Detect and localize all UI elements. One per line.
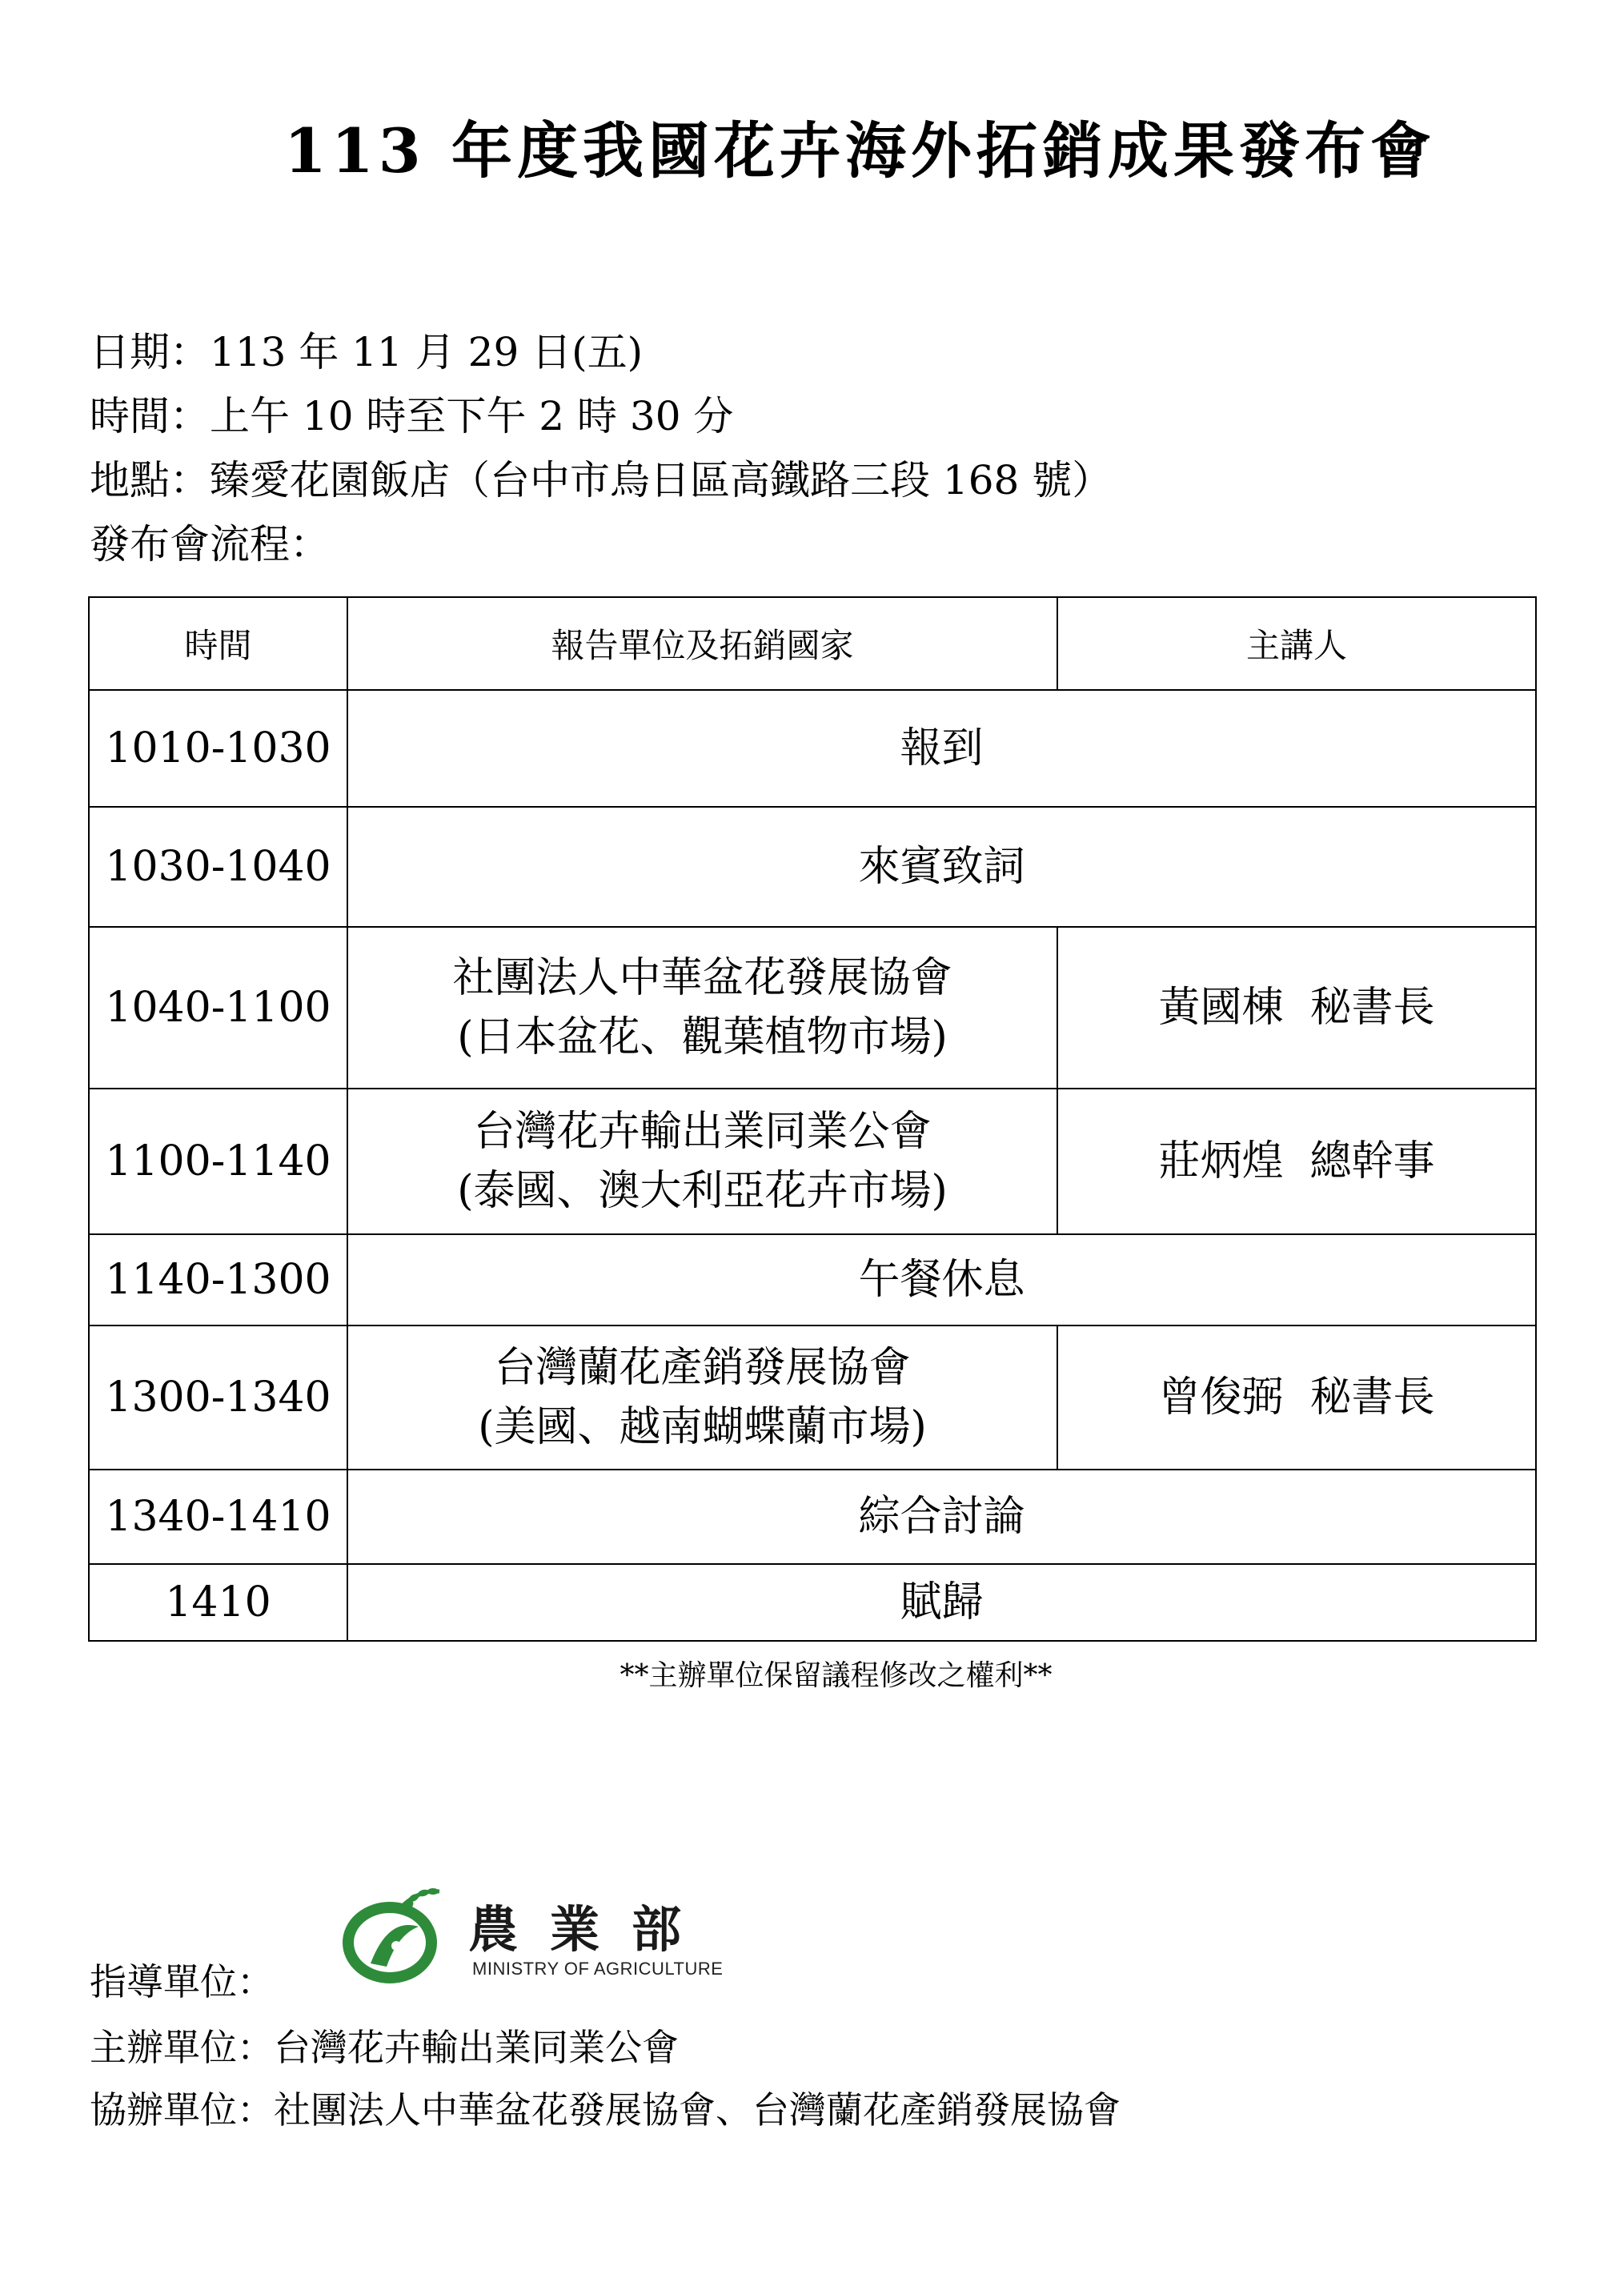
row-time: 1140-1300 bbox=[89, 1234, 347, 1325]
row-item: 報到 bbox=[347, 690, 1536, 807]
header-speaker: 主講人 bbox=[1057, 597, 1536, 690]
row-item: 綜合討論 bbox=[347, 1470, 1536, 1564]
table-row bbox=[89, 927, 1536, 1089]
row-unit: 台灣蘭花產銷發展協會 bbox=[494, 1344, 911, 1392]
row-speaker: 曾俊弼 秘書長 bbox=[1057, 1325, 1536, 1470]
row-market: (美國、越南蝴蝶蘭市場) bbox=[478, 1403, 927, 1451]
row-time: 1410 bbox=[89, 1564, 347, 1641]
row-time: 1100-1140 bbox=[89, 1089, 347, 1234]
table-row bbox=[89, 1325, 1536, 1470]
co-host-unit: 協辦單位：社團法人中華盆花發展協會、台灣蘭花產銷發展協會 bbox=[90, 2088, 1121, 2132]
header-unit: 報告單位及拓銷國家 bbox=[347, 597, 1057, 690]
row-market: (泰國、澳大利亞花卉市場) bbox=[457, 1167, 948, 1215]
table-row bbox=[89, 1470, 1536, 1564]
event-date: 日期：113 年 11 月 29 日(五) bbox=[90, 329, 644, 375]
ministry-name-cn: 農業部 bbox=[468, 1900, 714, 1959]
table-row bbox=[89, 1234, 1536, 1325]
row-unit-cell bbox=[347, 1325, 1057, 1470]
row-unit-cell bbox=[347, 1089, 1057, 1234]
row-item: 午餐休息 bbox=[347, 1234, 1536, 1325]
row-time: 1040-1100 bbox=[89, 927, 347, 1089]
row-speaker: 黃國棟 秘書長 bbox=[1057, 927, 1536, 1089]
row-speaker: 莊炳煌 總幹事 bbox=[1057, 1089, 1536, 1234]
guidance-unit: 指導單位： bbox=[90, 1960, 274, 2003]
table-header-row bbox=[89, 597, 1536, 690]
table-row bbox=[89, 1564, 1536, 1641]
row-time: 1010-1030 bbox=[89, 690, 347, 807]
row-time: 1030-1040 bbox=[89, 807, 347, 927]
page-title: 113 年度我國花卉海外拓銷成果發布會 bbox=[283, 115, 1437, 186]
ministry-of-agriculture-emblem-icon bbox=[340, 1885, 452, 1986]
event-time: 時間：上午 10 時至下午 2 時 30 分 bbox=[90, 393, 734, 439]
row-time: 1340-1410 bbox=[89, 1470, 347, 1564]
event-info bbox=[90, 320, 1112, 576]
rights-note: **主辦單位保留議程修改之權利** bbox=[620, 1659, 1053, 1692]
table-row bbox=[89, 690, 1536, 807]
row-unit: 台灣花卉輸出業同業公會 bbox=[473, 1108, 932, 1156]
row-unit-cell bbox=[347, 927, 1057, 1089]
event-venue: 地點：臻愛花園飯店（台中市烏日區高鐵路三段 168 號） bbox=[90, 457, 1113, 503]
row-item: 來賓致詞 bbox=[347, 807, 1536, 927]
host-unit: 主辦單位：台灣花卉輸出業同業公會 bbox=[90, 2026, 679, 2069]
table-row bbox=[89, 807, 1536, 927]
row-unit: 社團法人中華盆花發展協會 bbox=[452, 954, 952, 1002]
header-time: 時間 bbox=[89, 597, 347, 690]
ministry-name-en: MINISTRY OF AGRICULTURE bbox=[472, 1959, 724, 1979]
row-market: (日本盆花、觀葉植物市場) bbox=[457, 1013, 948, 1061]
agenda-label: 發布會流程： bbox=[90, 521, 330, 567]
row-time: 1300-1340 bbox=[89, 1325, 347, 1470]
row-item: 賦歸 bbox=[347, 1564, 1536, 1641]
ministry-logo bbox=[340, 1885, 724, 1989]
table-row bbox=[89, 1089, 1536, 1234]
agenda-table bbox=[88, 596, 1537, 1642]
